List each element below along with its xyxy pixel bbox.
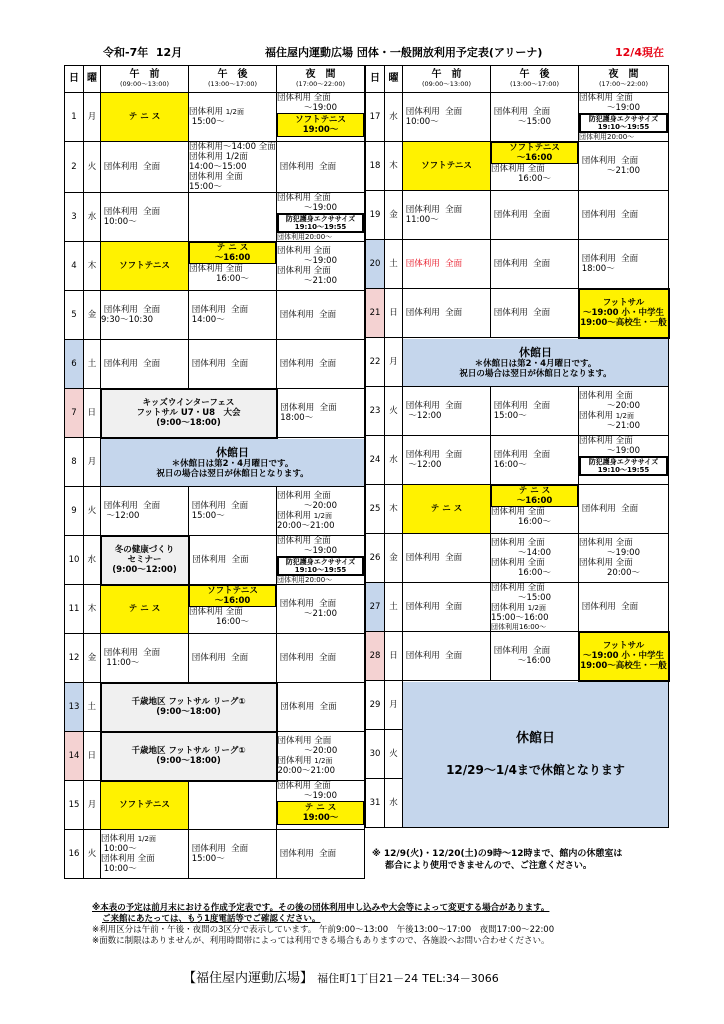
col-pm: 午 後 (13:00～17:00) — [491, 66, 579, 93]
weekday: 金 — [385, 534, 403, 583]
night-slot: 団体利用 全面 ～20:00 団体利用 1/2面 20:00～21:00 — [277, 732, 365, 781]
table-row — [65, 634, 365, 683]
am-slot: 団体利用 全面 — [403, 583, 491, 632]
am-slot: 団体利用 全面 11:00～ — [101, 634, 189, 683]
pm-slot: 団体利用 全面 ～14:00 団体利用 全面 16:00～ — [491, 534, 579, 583]
day-number: 7 — [65, 389, 84, 438]
day-number: 20 — [366, 240, 385, 289]
night-slot: 団体利用 全面 — [277, 291, 365, 340]
footnotes: ※本表の予定は前月末における作成予定表です。その後の団体利用申し込みや大会等によって変更する場合があります。 ご来館にあたっては、もう1度電話等でご確認ください。 ※利用区分は午前・午後・夜間の3区分で表示しています。 午前9:00～13:00 午後13:00～17:00 夜間17:00～22:00 ※面数に制限はありませんが、利用時間帯によっては利用できる場合もありますので、各施設へお問い合わせください。 — [92, 903, 555, 946]
pm-slot — [189, 781, 277, 830]
day-number: 13 — [65, 683, 84, 732]
weekday: 月 — [84, 93, 101, 142]
day-number: 26 — [366, 534, 385, 583]
weekday: 月 — [385, 681, 403, 730]
night-slot: 団体利用 全面 ～21:00 — [579, 142, 669, 191]
day-number: 24 — [366, 436, 385, 485]
weekday: 日 — [84, 389, 101, 438]
weekday: 日 — [385, 632, 403, 681]
day-number: 30 — [366, 730, 385, 779]
col-weekday: 曜 — [385, 66, 403, 93]
am-slot: 団体利用 全面 ～12:00 — [101, 487, 189, 536]
pm-slot: 団体利用 全面 — [491, 289, 579, 338]
col-weekday: 曜 — [84, 66, 101, 93]
am-slot: ソフトテニス — [101, 242, 189, 291]
day-number: 31 — [366, 779, 385, 828]
day-number: 6 — [65, 340, 84, 389]
table-row — [65, 438, 365, 487]
night-slot-futsal: フットサル ～19:00 小・中学生 19:00～高校生・一般 — [579, 632, 669, 681]
day-number: 19 — [366, 191, 385, 240]
pm-slot: 団体利用 全面 — [491, 240, 579, 289]
day-number: 5 — [65, 291, 84, 340]
event-kids-futsal: キッズウインターフェス フットサル U7・U8 大会 (9:00～18:00) — [101, 389, 277, 438]
am-slot: テ ニ ス — [101, 93, 189, 142]
pm-slot: テ ニ ス ～16:00 団体利用 全面 16:00～ — [189, 242, 277, 291]
closed-day: 休館日 ＊休館日は第2・4月曜日です。 祝日の場合は翌日が休館日となります。 — [403, 338, 669, 387]
am-slot: 団体利用 全面 10:00～ — [101, 193, 189, 242]
am-slot: 団体利用 全面 — [403, 240, 491, 289]
table-row — [366, 583, 669, 632]
pm-slot: 団体利用～14:00 全面 団体利用 1/2面 14:00～15:00 団体利用 全面 15:00～ — [189, 142, 276, 192]
col-day: 日 — [65, 66, 84, 93]
day-number: 15 — [65, 781, 84, 830]
am-slot: テ ニ ス — [403, 485, 491, 534]
night-slot: 団体利用 全面 ～20:00 団体利用 1/2面 ～21:00 — [579, 387, 669, 436]
pm-slot: 団体利用 全面 15:00～ — [491, 387, 579, 436]
pm-slot: 団体利用 全面 — [189, 536, 277, 585]
table-row — [366, 142, 669, 191]
am-slot: 団体利用 全面 9:30～10:30 — [101, 291, 189, 340]
day-number: 18 — [366, 142, 385, 191]
am-slot: 団体利用 全面 — [403, 534, 491, 583]
day-number: 22 — [366, 338, 385, 387]
as-of-date: 12/4現在 — [615, 46, 664, 59]
schedule-table-right — [365, 65, 670, 828]
pm-slot: 団体利用 全面 — [189, 340, 277, 389]
day-number: 16 — [65, 830, 84, 879]
table-row — [366, 240, 669, 289]
weekday: 水 — [385, 93, 403, 142]
col-day: 日 — [366, 66, 385, 93]
facility-address: 福住町1丁目21－24 — [317, 972, 419, 985]
day-number: 3 — [65, 193, 84, 242]
day-number: 23 — [366, 387, 385, 436]
night-slot: 団体利用 全面 — [579, 583, 669, 632]
table-row — [65, 242, 365, 291]
pm-slot: 団体利用 全面 — [189, 634, 277, 683]
pm-slot: 団体利用 全面 — [491, 191, 579, 240]
pm-slot — [189, 193, 277, 242]
weekday: 火 — [385, 387, 403, 436]
am-slot: 団体利用 全面 — [101, 340, 189, 389]
event-chitose-league: 千歳地区 フットサル リーグ① (9:00～18:00) — [101, 732, 277, 781]
facility-footer — [183, 967, 499, 986]
night-slot: 団体利用 全面 — [277, 830, 365, 879]
day-number: 27 — [366, 583, 385, 632]
day-number: 28 — [366, 632, 385, 681]
table-row — [65, 340, 365, 389]
night-slot: 団体利用 全面 ～19:00 テ ニ ス 19:00～ — [277, 781, 365, 830]
night-slot: 団体利用 全面 — [277, 634, 365, 683]
weekday: 火 — [84, 142, 101, 193]
am-slot: 団体利用 全面 — [403, 632, 491, 681]
col-night: 夜 間 (17:00～22:00) — [579, 66, 669, 93]
weekday: 月 — [84, 781, 101, 830]
page-title: 福住屋内運動広場 団体・一般開放利用予定表(アリーナ) — [265, 46, 543, 59]
night-slot: 団体利用 全面 18:00～ — [277, 389, 365, 438]
weekday: 日 — [84, 732, 101, 781]
table-row — [366, 93, 669, 142]
night-slot: 団体利用 全面 18:00～ — [579, 240, 669, 289]
weekday: 金 — [84, 634, 101, 683]
night-slot-futsal: フットサル ～19:00 小・中学生 19:00～高校生・一般 — [579, 289, 669, 338]
event-winter-seminar: 冬の健康づくり セミナー (9:00～12:00) — [101, 536, 189, 585]
am-slot: 団体利用 全面 11:00～ — [403, 191, 491, 240]
pm-slot: 団体利用 全面 ～15:00 — [491, 93, 579, 142]
weekday: 水 — [84, 193, 101, 242]
schedule-table-left — [64, 65, 365, 879]
table-row — [65, 93, 365, 142]
night-slot: 団体利用 全面 ～21:00 — [277, 585, 365, 634]
pm-slot: テ ニ ス ～16:00 団体利用 全面 16:00～ — [491, 485, 579, 534]
weekday: 水 — [84, 536, 101, 585]
am-slot: 団体利用 全面 — [403, 289, 491, 338]
weekday: 土 — [385, 583, 403, 632]
weekday: 水 — [385, 779, 403, 828]
weekday: 金 — [385, 191, 403, 240]
table-row — [366, 436, 669, 485]
am-slot: テ ニ ス — [101, 585, 189, 634]
era-label: 令和-7年 12月 — [103, 46, 183, 59]
pm-slot: 団体利用 1/2面 15:00～ — [189, 93, 277, 142]
weekday: 木 — [385, 142, 403, 191]
day-number: 11 — [65, 585, 84, 634]
weekday: 水 — [385, 436, 403, 485]
weekday: 木 — [84, 585, 101, 634]
weekday: 土 — [84, 340, 101, 389]
night-slot: 団体利用 全面 ～20:00 団体利用 1/2面 20:00～21:00 — [277, 487, 365, 536]
pm-slot: 団体利用 全面 15:00～ — [189, 830, 277, 879]
day-number: 1 — [65, 93, 84, 142]
col-night: 夜 間 (17:00～22:00) — [277, 66, 365, 93]
day-number: 17 — [366, 93, 385, 142]
am-slot: 団体利用 全面 ～12:00 — [403, 387, 491, 436]
table-row — [366, 289, 669, 338]
table-row — [366, 485, 669, 534]
night-slot: 団体利用 全面 ～19:00 防犯護身エクササイズ 19:10～19:55 団体利用20:00～ — [277, 536, 365, 585]
weekday: 土 — [84, 683, 101, 732]
pm-slot: 団体利用 全面 ～15:00 団体利用 1/2面 15:00～16:00 団体利用16:00～ — [491, 583, 579, 632]
am-slot: 団体利用 全面 ～12:00 — [403, 436, 491, 485]
pm-slot: 団体利用 全面 16:00～ — [491, 436, 579, 485]
pm-slot: 団体利用 全面 14:00～ — [189, 291, 277, 340]
weekday: 木 — [84, 242, 101, 291]
facility-tel: TEL:34－3066 — [422, 972, 499, 985]
night-slot: 団体利用 全面 ～19:00 防犯護身エクササイズ 19:10～19:55 — [579, 436, 669, 485]
day-number: 29 — [366, 681, 385, 730]
table-row — [65, 193, 365, 242]
am-slot: 団体利用 全面 10:00～ — [403, 93, 491, 142]
pm-slot: ソフトテニス ～16:00 団体利用 全面 16:00～ — [491, 142, 579, 191]
night-slot: 団体利用 全面 — [579, 191, 669, 240]
event-chitose-league: 千歳地区 フットサル リーグ① (9:00～18:00) — [101, 683, 277, 732]
am-slot: 団体利用 1/2面 10:00～ 団体利用 全面 10:00～ — [101, 830, 189, 879]
day-number: 2 — [65, 142, 84, 193]
weekday: 土 — [385, 240, 403, 289]
weekday: 月 — [385, 338, 403, 387]
night-slot: 団体利用 全面 — [579, 485, 669, 534]
rest-room-notice: ※ 12/9(火)・12/20(土)の9時～12時まで、館内の休憩室は 都合により使用できませんので、ご注意ください。 — [372, 849, 623, 871]
table-row — [65, 536, 365, 585]
day-number: 14 — [65, 732, 84, 781]
year-end-closure: 休館日 12/29～1/4まで休館となります — [403, 681, 669, 828]
table-row — [65, 585, 365, 634]
night-slot: 団体利用 全面 ～19:00 団体利用 全面 20:00～ — [579, 534, 669, 583]
table-row — [366, 681, 669, 730]
day-number: 9 — [65, 487, 84, 536]
weekday: 火 — [84, 830, 101, 879]
table-row — [366, 191, 669, 240]
table-row — [366, 338, 669, 387]
weekday: 日 — [385, 289, 403, 338]
table-row — [65, 830, 365, 879]
day-number: 12 — [65, 634, 84, 683]
weekday: 火 — [84, 487, 101, 536]
col-pm: 午 後 (13:00～17:00) — [189, 66, 277, 93]
pm-slot: 団体利用 全面 ～16:00 — [491, 632, 579, 681]
day-number: 25 — [366, 485, 385, 534]
table-row — [65, 732, 365, 781]
night-slot: 団体利用 全面 — [277, 683, 365, 732]
am-slot: ソフトテニス — [403, 142, 491, 191]
col-am: 午 前 (09:00～13:00) — [403, 66, 491, 93]
night-slot: 団体利用 全面 ～19:00 防犯護身エクササイズ 19:10～19:55 団体利用20:00～ — [579, 93, 669, 142]
weekday: 金 — [84, 291, 101, 340]
day-number: 21 — [366, 289, 385, 338]
table-row — [65, 142, 365, 193]
table-row — [366, 387, 669, 436]
closed-day: 休館日 ＊休館日は第2・4月曜日です。 祝日の場合は翌日が休館日となります。 — [101, 438, 365, 487]
night-slot: 団体利用 全面 ～19:00 防犯護身エクササイズ 19:10～19:55 団体利用20:00～ — [277, 193, 365, 242]
weekday: 月 — [84, 438, 101, 487]
night-slot: 団体利用 全面 — [277, 142, 365, 193]
weekday: 火 — [385, 730, 403, 779]
table-row — [366, 534, 669, 583]
am-slot: 団体利用 全面 — [101, 142, 189, 193]
col-am: 午 前 (09:00～13:00) — [101, 66, 189, 93]
day-number: 10 — [65, 536, 84, 585]
table-row — [65, 683, 365, 732]
night-slot: 団体利用 全面 ～19:00 団体利用 全面 ～21:00 — [277, 242, 365, 291]
night-slot: 団体利用 全面 ～19:00 ソフトテニス 19:00～ — [277, 93, 365, 142]
pm-slot: 団体利用 全面 15:00～ — [189, 487, 277, 536]
table-row — [65, 389, 365, 438]
night-slot: 団体利用 全面 — [277, 340, 365, 389]
day-number: 4 — [65, 242, 84, 291]
table-row — [366, 632, 669, 681]
table-row — [65, 781, 365, 830]
table-row — [65, 291, 365, 340]
weekday: 木 — [385, 485, 403, 534]
day-number: 8 — [65, 438, 84, 487]
facility-name: 【福住屋内運動広場】 — [183, 971, 314, 986]
pm-slot: ソフトテニス ～16:00 団体利用 全面 16:00～ — [189, 585, 277, 634]
table-row — [65, 487, 365, 536]
am-slot: ソフトテニス — [101, 781, 189, 830]
